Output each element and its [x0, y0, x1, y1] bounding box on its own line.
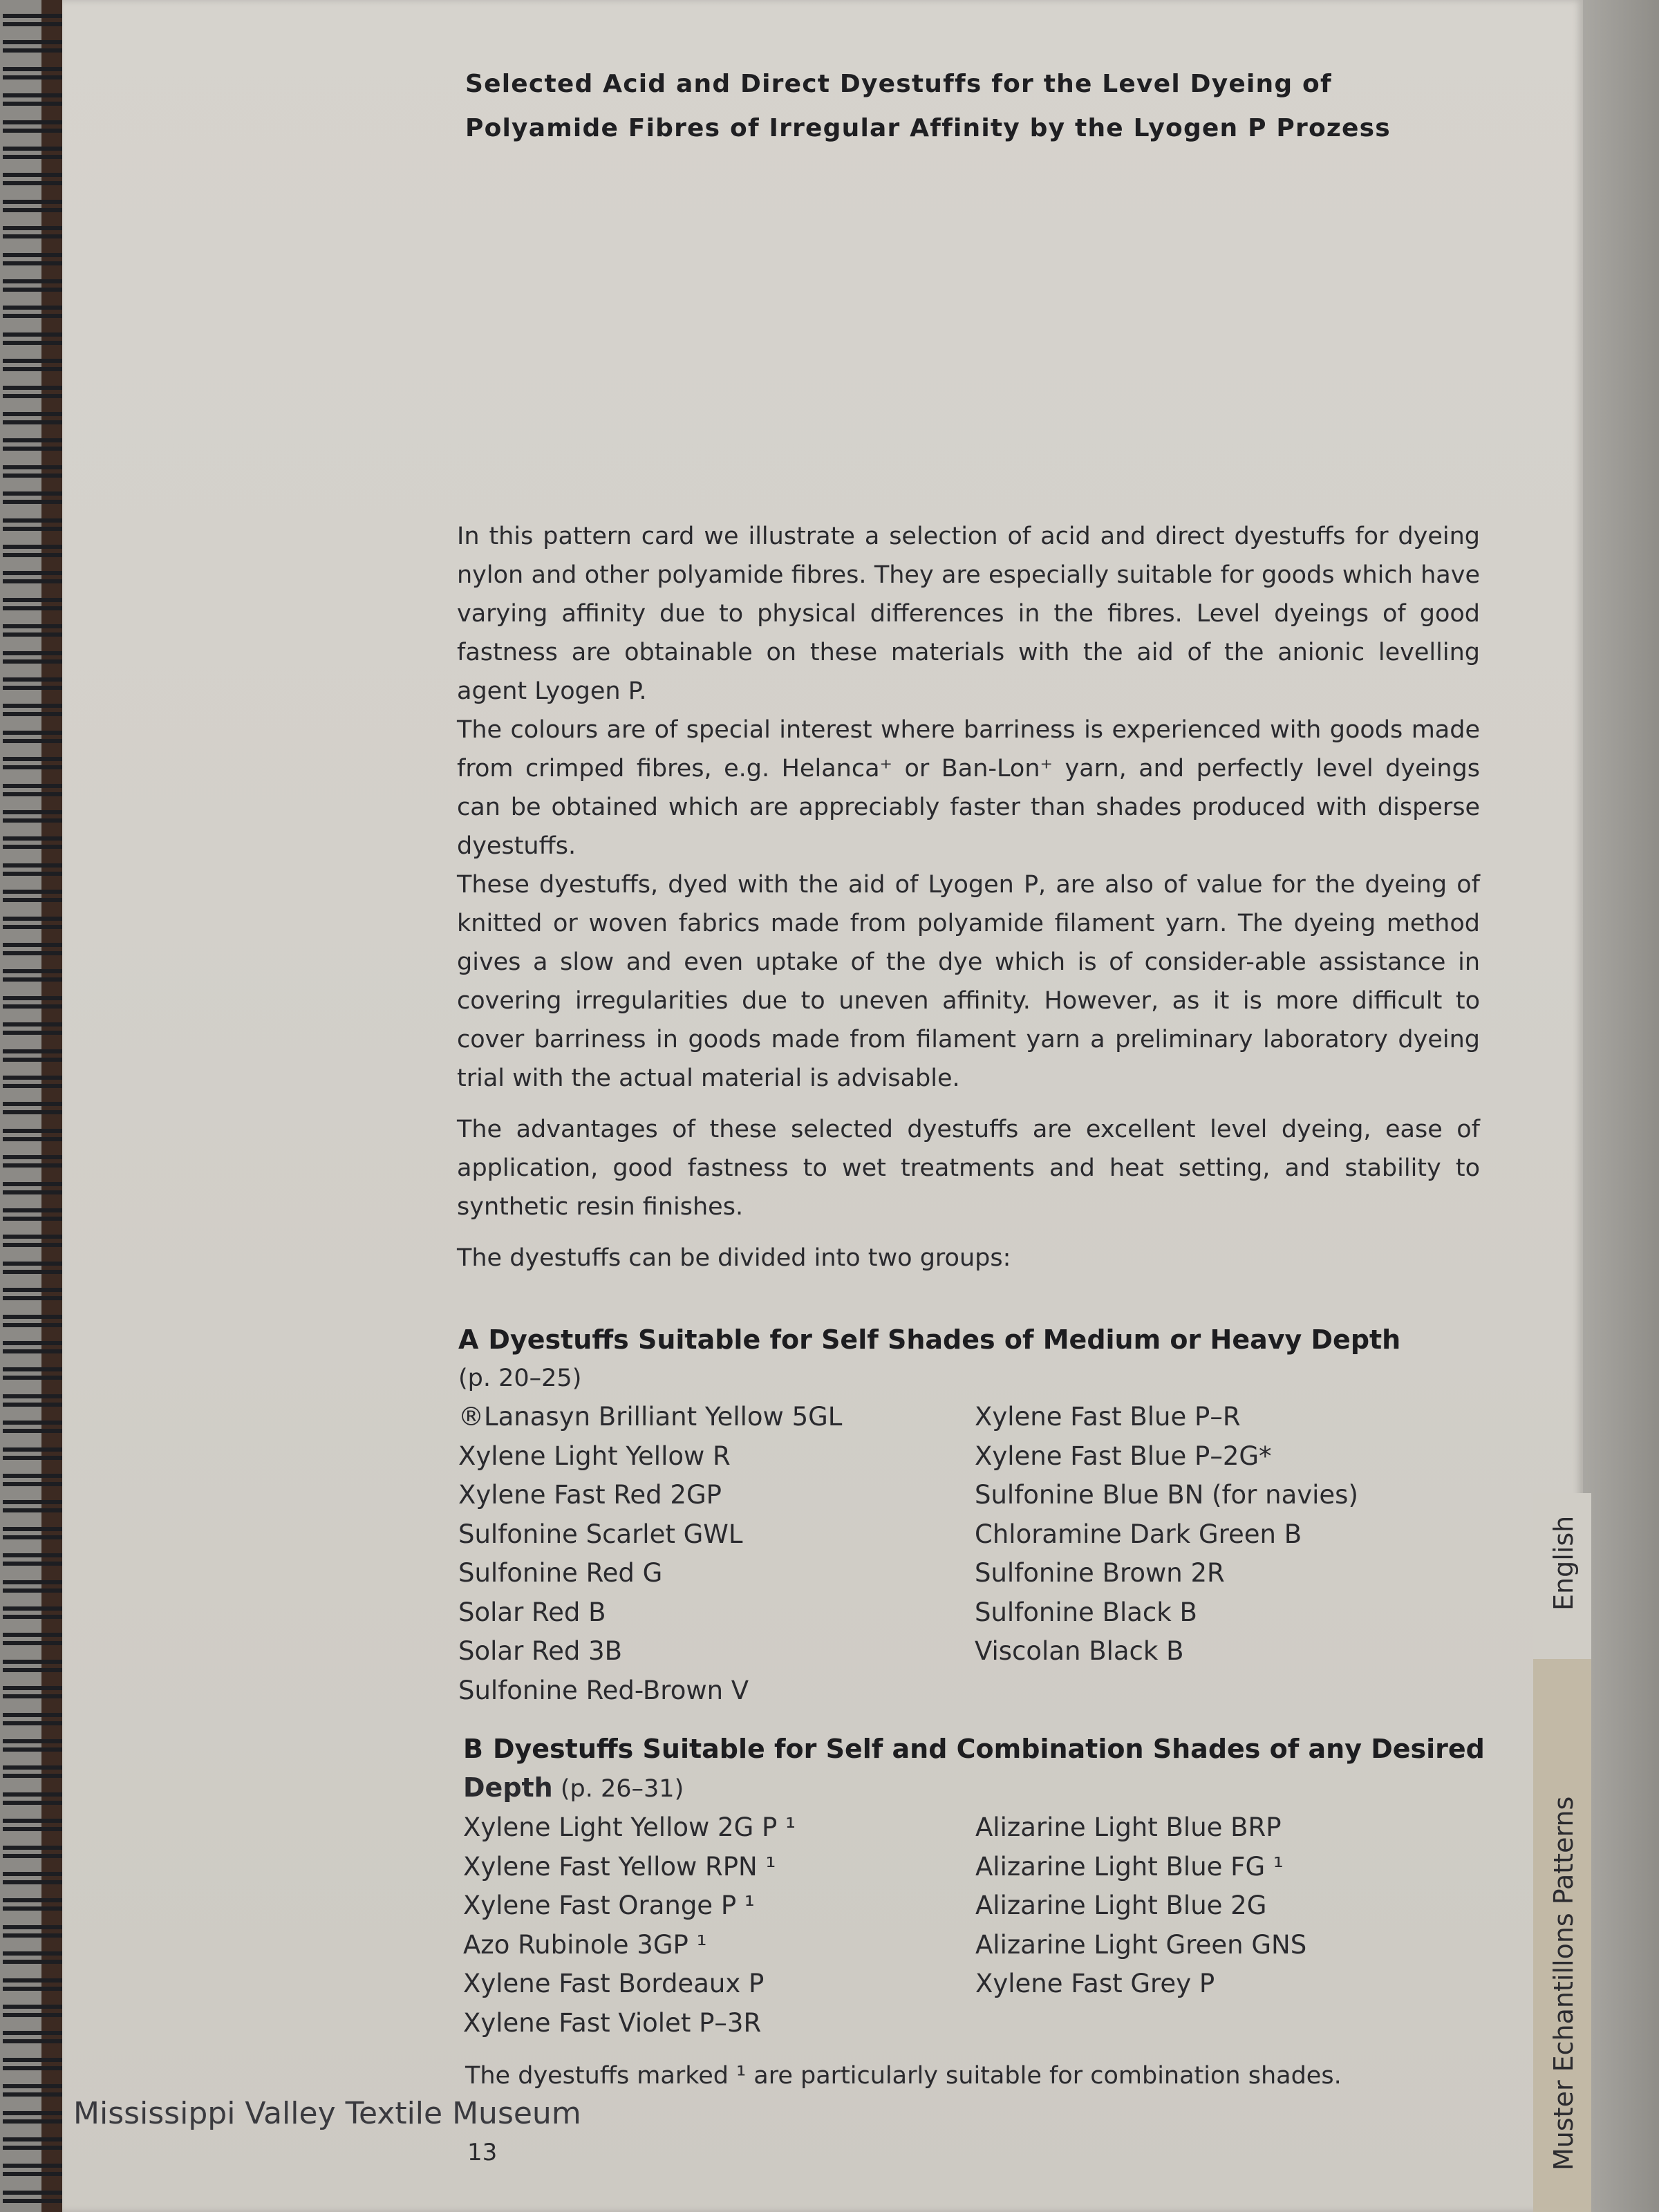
section-b-list-right: [975, 1808, 1306, 2004]
binding-coil: [3, 1819, 69, 1831]
section-b-letter: B: [463, 1734, 483, 1764]
section-b-heading: [463, 1730, 1500, 1768]
binding-coil: [3, 1739, 69, 1752]
binding-coil: [3, 1394, 69, 1407]
binding-coil: [3, 1527, 69, 1539]
binding-coil: [3, 890, 69, 902]
dyestuff-item: Sulfonine Black B: [975, 1597, 1197, 1627]
intro-text: [457, 517, 1480, 1277]
binding-coil: [3, 571, 69, 583]
binding-coil: [3, 2191, 69, 2203]
binding-coil: [3, 757, 69, 769]
binding-coil: [3, 1288, 69, 1300]
section-b-heading-line-2: [463, 1768, 1500, 1808]
binding-coil: [3, 1898, 69, 1911]
dyestuff-item: Alizarine Light Green GNS: [975, 1929, 1307, 1960]
binding-coil: [3, 332, 69, 345]
dyestuff-item: Xylene Fast Blue P–R: [975, 1402, 1241, 1432]
intro-paragraph-1: In this pattern card we illustrate a selection of acid and direct dyestuffs for dyeing nylon and other polyamide fibres. They are especially suitable for goods which have varying affinity due to physical differences in the fibres. Level dyeings of good fastness are obtainable on these materials with the aid of the anionic levelling agent Lyogen P.: [457, 523, 1480, 705]
binding-coil: [3, 651, 69, 664]
dyestuff-item: Xylene Fast Blue P–2G*: [975, 1441, 1272, 1471]
section-a: [458, 1320, 1495, 1705]
binding-coil: [3, 598, 69, 610]
binding-coil: [3, 1367, 69, 1380]
binding-coil: [3, 1500, 69, 1512]
footnote: The dyestuffs marked ¹ are particularly suitable for combination shades.: [465, 2062, 1342, 2090]
binding-coil: [3, 624, 69, 637]
binding-coil: [3, 784, 69, 796]
binding-coil: [3, 1076, 69, 1088]
binding-coil: [3, 1553, 69, 1566]
binding-coil: [3, 306, 69, 318]
binding-coil: [3, 40, 69, 53]
section-b-pages: (p. 26–31): [560, 1775, 684, 1803]
binding-coil: [3, 1421, 69, 1433]
binding-coil: [3, 359, 69, 371]
binding-coil: [3, 1606, 69, 1619]
binding-coil: [3, 1686, 69, 1698]
page-title: [465, 62, 1502, 151]
binding-coil: [3, 545, 69, 557]
binding-coil: [3, 226, 69, 238]
binding-coil: [3, 465, 69, 478]
binding-coil: [3, 996, 69, 1009]
binding-coil: [3, 1633, 69, 1645]
dyestuff-item: Xylene Light Yellow R: [458, 1441, 731, 1471]
binding-coil: [3, 1129, 69, 1141]
binding-coil: [3, 438, 69, 451]
binding-coil: [3, 1872, 69, 1884]
dyestuff-item: Xylene Fast Grey P: [975, 1969, 1215, 1998]
section-a-title: Dyestuffs Suitable for Self Shades of Medium or Heavy Depth: [488, 1324, 1401, 1355]
dyestuff-item: Sulfonine Blue BN (for navies): [975, 1480, 1358, 1510]
page-edge-shadow: [1583, 0, 1659, 2212]
binding-coil: [3, 1978, 69, 1991]
page-number: 13: [467, 2139, 498, 2166]
section-b-title: Dyestuffs Suitable for Self and Combination Shades of any Desired: [492, 1734, 1485, 1764]
dyestuff-item: Xylene Light Yellow 2G P ¹: [463, 1812, 796, 1842]
binding-coil: [3, 1925, 69, 1938]
binding-coil: [3, 1474, 69, 1486]
binding-coil: [3, 917, 69, 929]
dyestuff-item: Xylene Fast Violet P–3R: [463, 2007, 762, 2038]
dyestuff-item: Solar Red B: [458, 1597, 606, 1627]
tab-english-label: English: [1548, 1515, 1579, 1611]
title-line-1: Selected Acid and Direct Dyestuffs for the Level Dyeing of: [465, 70, 1332, 98]
intro-paragraph-2: The colours are of special interest where barriness is experienced with goods made from crimped fibres, e.g. Helanca⁺ or Ban-Lon⁺ yarn, and perfectly level dyeings can be obtained which are appreciably faster than shades produced with disperse dyestuffs.: [457, 716, 1480, 860]
binding-coil: [3, 1155, 69, 1168]
section-a-list-right: [975, 1398, 1358, 1671]
dyestuff-item: Solar Red 3B: [458, 1636, 623, 1666]
binding-coil: [3, 173, 69, 185]
tab-patterns[interactable]: [1533, 1659, 1591, 2212]
dyestuff-item: Viscolan Black B: [975, 1636, 1184, 1666]
binding-coil: [3, 810, 69, 823]
binding-coil: [3, 491, 69, 504]
binding-coil: [3, 2005, 69, 2017]
binding-coil: [3, 2111, 69, 2124]
binding-coil: [3, 2164, 69, 2176]
binding-coil: [3, 2058, 69, 2070]
intro-paragraph-5: The dyestuffs can be divided into two groups:: [457, 1244, 1011, 1272]
intro-paragraph-3: These dyestuffs, dyed with the aid of Lyogen P, are also of value for the dyeing of knitted or woven fabrics made from polyamide filament yarn. The dyeing method gives a slow and even uptake of the dye which is of consider-able assistance in covering irregularities due to uneven affinity. However, as it is more difficult to cover barriness in goods made from filament yarn a preliminary laboratory dyeing trial with the actual material is advisable.: [457, 871, 1480, 1092]
dyestuff-item: Xylene Fast Red 2GP: [458, 1480, 722, 1510]
binding-coil: [3, 1262, 69, 1274]
binding-coil: [3, 253, 69, 265]
binding-coil: [3, 1447, 69, 1460]
binding-coil: [3, 943, 69, 955]
section-a-list-left: [458, 1398, 842, 1710]
binding-coil: [3, 731, 69, 743]
binding-coil: [3, 1765, 69, 1778]
binding-coil: [3, 67, 69, 79]
binding-coil: [3, 93, 69, 106]
binding-coil: [3, 2137, 69, 2150]
dyestuff-item: Chloramine Dark Green B: [975, 1519, 1302, 1549]
binding-coil: [3, 147, 69, 159]
section-a-letter: A: [458, 1324, 479, 1355]
tab-english[interactable]: [1533, 1493, 1591, 1659]
dyestuff-item: Alizarine Light Blue 2G: [975, 1891, 1267, 1920]
binding-coil: [3, 969, 69, 982]
binding-coil: [3, 386, 69, 398]
tab-patterns-label: Muster Echantillons Patterns: [1548, 1796, 1579, 2171]
binding-coil: [3, 1792, 69, 1805]
dyestuff-item: Sulfonine Brown 2R: [975, 1558, 1225, 1588]
binding-coil: [3, 863, 69, 876]
binding-coil: [3, 1951, 69, 1964]
binding-coil: [3, 2084, 69, 2097]
binding-coil: [3, 1235, 69, 1247]
binding-coil: [3, 2031, 69, 2043]
dyestuff-item: Xylene Fast Bordeaux P: [463, 1969, 765, 1998]
intro-paragraph-4: The advantages of these selected dyestuffs are excellent level dyeing, ease of application, good fastness to wet treatments and heat setting, and stability to synthetic resin finishes.: [457, 1116, 1480, 1221]
watermark: Mississippi Valley Textile Museum: [73, 2096, 581, 2131]
binding-coil: [3, 279, 69, 292]
dyestuff-item: Azo Rubinole 3GP ¹: [463, 1929, 707, 1960]
binding-coil: [3, 120, 69, 133]
binding-coil: [3, 1102, 69, 1114]
binding-coil: [3, 704, 69, 716]
binding-coil: [3, 1660, 69, 1672]
dyestuff-item: Sulfonine Red-Brown V: [458, 1675, 749, 1705]
binding-coil: [3, 1208, 69, 1221]
binding-coil: [3, 1846, 69, 1858]
binding-coil: [3, 1049, 69, 1062]
dyestuff-item: Sulfonine Scarlet GWL: [458, 1519, 743, 1549]
section-a-pages: (p. 20–25): [458, 1365, 582, 1392]
binding-coil: [3, 412, 69, 424]
dyestuff-item: Alizarine Light Blue BRP: [975, 1812, 1282, 1842]
spiral-binding: [0, 0, 62, 2212]
dyestuff-item: Xylene Fast Orange P ¹: [463, 1891, 755, 1920]
section-a-heading: [458, 1320, 1495, 1359]
dyestuff-item: Alizarine Light Blue FG ¹: [975, 1851, 1284, 1882]
binding-coil: [3, 14, 69, 26]
binding-coil: [3, 677, 69, 690]
binding-coil: [3, 200, 69, 212]
section-b: [463, 1730, 1500, 2038]
binding-coil: [3, 836, 69, 849]
dyestuff-item: Sulfonine Red G: [458, 1558, 663, 1588]
binding-coil: [3, 1022, 69, 1035]
section-b-list-left: [463, 1808, 796, 2043]
dyestuff-item: Xylene Fast Yellow RPN ¹: [463, 1851, 776, 1882]
dyestuff-item: ®Lanasyn Brilliant Yellow 5GL: [458, 1402, 843, 1432]
binding-coil: [3, 1713, 69, 1725]
binding-coil: [3, 1341, 69, 1353]
section-b-title-2: Depth: [463, 1772, 553, 1803]
binding-coil: [3, 518, 69, 531]
binding-coil: [3, 1580, 69, 1593]
binding-coil: [3, 1182, 69, 1194]
binding-coil: [3, 1315, 69, 1327]
title-line-2: Polyamide Fibres of Irregular Affinity by the Lyogen P Prozess: [465, 114, 1391, 142]
